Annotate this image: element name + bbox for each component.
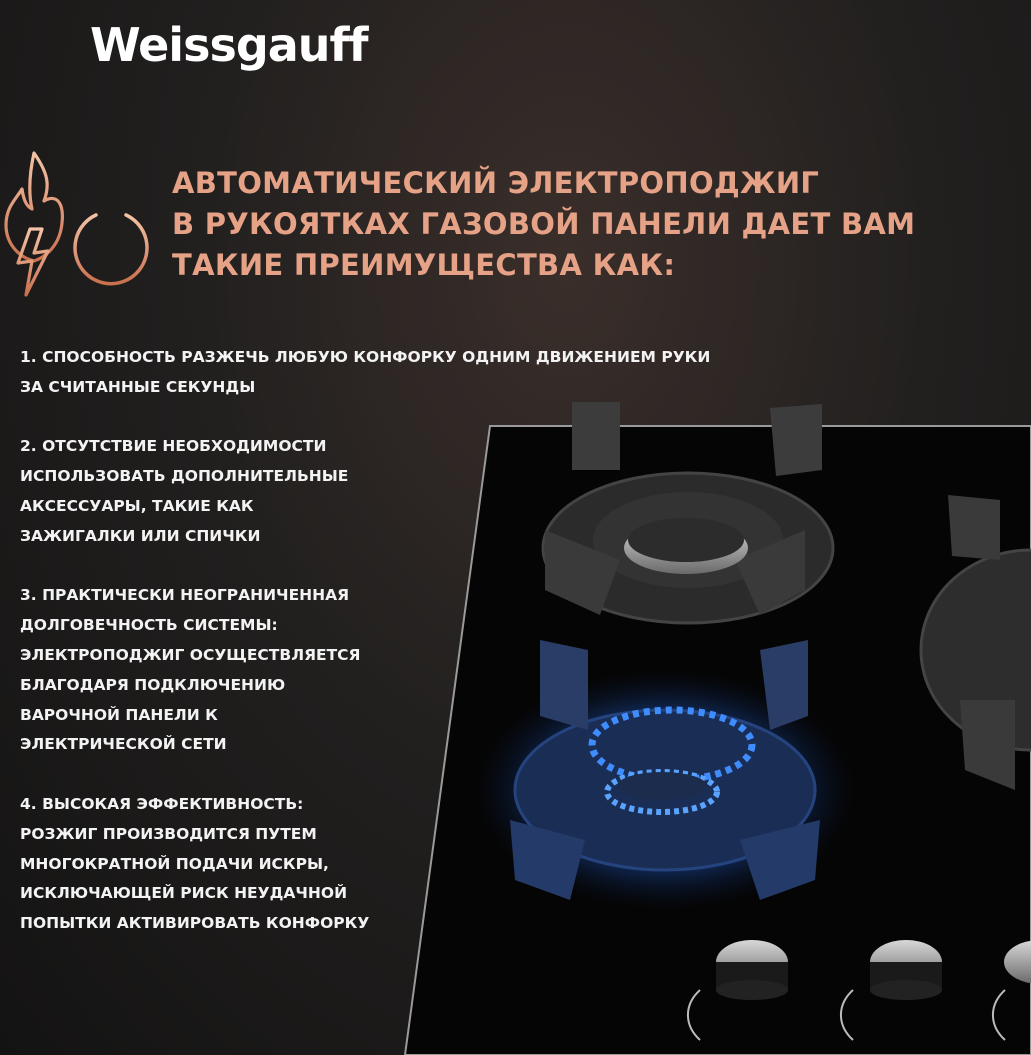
flame-lightning-icon — [6, 153, 62, 295]
benefit-line: 4. ВЫСОКАЯ ЭФФЕКТИВНОСТЬ: — [20, 794, 304, 813]
headline — [172, 163, 1022, 286]
benefit-line: АКСЕССУАРЫ, ТАКИЕ КАК — [20, 496, 254, 515]
benefit-line: ПОПЫТКИ АКТИВИРОВАТЬ КОНФОРКУ — [20, 914, 370, 933]
benefit-line: ЭЛЕКТРИЧЕСКОЙ СЕТИ — [20, 735, 227, 754]
benefit-line: 3. ПРАКТИЧЕСКИ НЕОГРАНИЧЕННАЯ — [20, 586, 350, 605]
benefit-line: РОЗЖИГ ПРОИЗВОДИТСЯ ПУТЕМ — [20, 824, 317, 843]
benefit-line: ДОЛГОВЕЧНОСТЬ СИСТЕМЫ: — [20, 616, 278, 635]
benefit-line: ИСПОЛЬЗОВАТЬ ДОПОЛНИТЕЛЬНЫЕ — [20, 467, 349, 486]
benefit-line: 1. СПОСОБНОСТЬ РАЗЖЕЧЬ ЛЮБУЮ КОНФОРКУ ОДНИМ ДВИЖЕНИЕМ РУКИ — [20, 348, 711, 366]
benefit-line: БЛАГОДАРЯ ПОДКЛЮЧЕНИЮ — [20, 675, 286, 694]
benefit-line: МНОГОКРАТНОЙ ПОДАЧИ ИСКРЫ, — [20, 854, 329, 873]
feature-icons — [0, 145, 160, 310]
benefit-line: ИСКЛЮЧАЮЩЕЙ РИСК НЕУДАЧНОЙ — [20, 884, 348, 903]
benefit-line: ЗА СЧИТАННЫЕ СЕКУНДЫ — [20, 377, 256, 396]
headline-line: ТАКИЕ ПРЕИМУЩЕСТВА КАК: — [172, 248, 676, 282]
benefit-line: ЗАЖИГАЛКИ ИЛИ СПИЧКИ — [20, 526, 261, 545]
power-icon — [75, 201, 147, 284]
brand-logo: Weissgauff — [90, 18, 368, 72]
gas-hob-image — [380, 390, 1031, 1055]
benefit-line: 2. ОТСУТСТВИЕ НЕОБХОДИМОСТИ — [20, 437, 327, 456]
headline-line: В РУКОЯТКАХ ГАЗОВОЙ ПАНЕЛИ ДАЕТ ВАМ — [172, 207, 916, 241]
benefit-line: ЭЛЕКТРОПОДЖИГ ОСУЩЕСТВЛЯЕТСЯ — [20, 645, 361, 664]
headline-line: АВТОМАТИЧЕСКИЙ ЭЛЕКТРОПОДЖИГ — [172, 166, 820, 200]
benefit-line: ВАРОЧНОЙ ПАНЕЛИ К — [20, 705, 218, 724]
